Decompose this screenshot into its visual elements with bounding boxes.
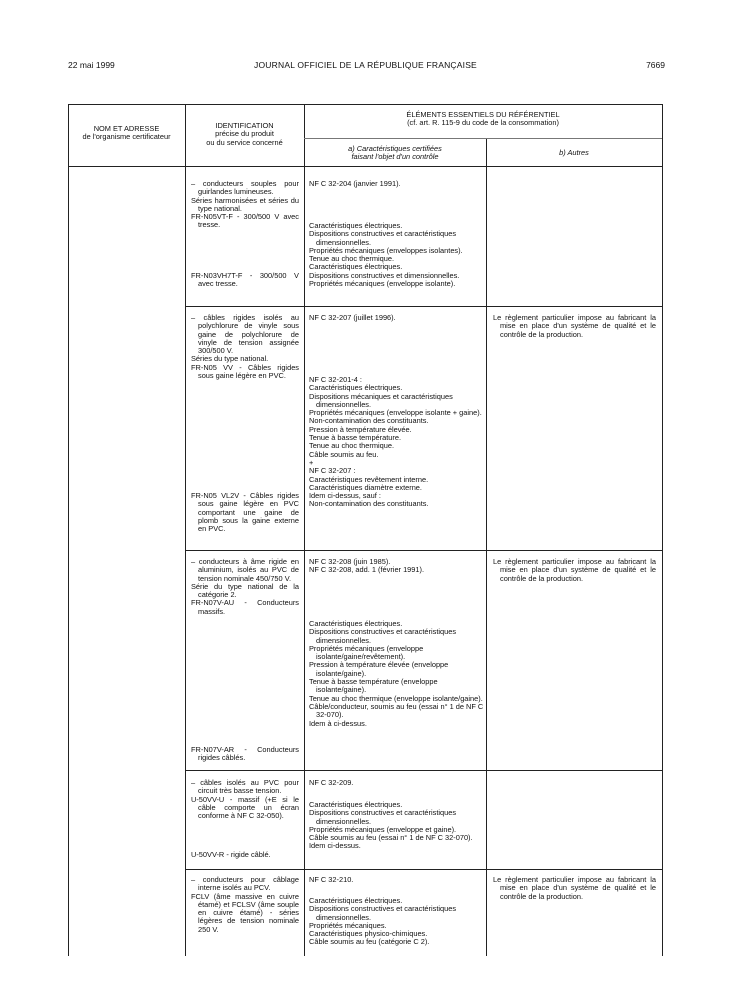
row-1-caracteristiques-b: Caractéristiques électriques. Dispositions constructives et caractéristiques dimensionnelles. Propriétés mécaniques (enveloppes isolantes). Tenue au choc thermique. Caractéristiques électriques. Dispositions constructives et dimensionnelles. Propriétés mécaniques (enveloppe isolante). xyxy=(309,221,463,289)
row-1-identification: – conducteurs souples pour guirlandes lumineuses. Séries harmonisées et séries du type national. FR-N05VT-F - 300/500 V avec tresse. xyxy=(191,179,299,230)
row-2-caracteristiques: NF C 32-207 (juillet 1996). xyxy=(309,313,396,322)
row-5-caracteristiques-b: Caractéristiques électriques. Dispositions constructives et caractéristiques dimensionnelles. Propriétés mécaniques. Caractéristiques physico-chimiques. Câble soumis au feu (catégorie C 2). xyxy=(309,896,457,947)
header-date: 22 mai 1999 xyxy=(68,60,115,70)
row-1-caracteristiques: NF C 32-204 (janvier 1991). xyxy=(309,179,401,188)
row-5-caracteristiques: NF C 32-210. xyxy=(309,875,354,884)
row-5-autres: Le règlement particulier impose au fabricant la mise en place d'un système de qualité et le contrôle de la production. xyxy=(493,875,656,901)
row-4-caracteristiques: NF C 32-209. xyxy=(309,778,354,787)
col-header-caracteristiques: a) Caractéristiques certifiées faisant l'objet d'un contrôle xyxy=(348,144,442,162)
col-header-identification: IDENTIFICATION précise du produit ou du service concerné xyxy=(206,121,283,147)
row-5-identification: – conducteurs pour câblage interne isolés au PCV. FCLV (âme massive en cuivre étamé) et FCLSV (âme souple en cuivre étamé) - séries légères de tension nominale 250 V. xyxy=(191,875,299,934)
row-3-caracteristiques-b: Caractéristiques électriques. Dispositions constructives et caractéristiques dimensionnelles. Propriétés mécaniques (enveloppe isolante/gaine/revêtement). Pression à température élevée (enveloppe isolante/gaine). Tenue à basse température (enveloppe isolante/gaine). Tenue au choc thermique (enveloppe isolante/gaine). Câble/conducteur, soumis au feu (essai n° 1 de NF C 32-070). Idem à ci-dessus. xyxy=(309,619,484,728)
row-4-caracteristiques-b: Caractéristiques électriques. Dispositions constructives et caractéristiques dimensionnelles. Propriétés mécaniques (enveloppe et gaine). Câble soumis au feu (essai n° 1 de NF C 32-070). Idem ci-dessus. xyxy=(309,800,473,851)
row-4-identification: – câbles isolés au PVC pour circuit très basse tension. U-50VV-U - massif (+E si le câble comporte un écran conforme à NF C 32-050). xyxy=(191,778,299,821)
row-2-identification-b: FR-N05 VL2V - Câbles rigides sous gaine légère en PVC comportant une gaine de plomb sous la gaine externe en PVC. xyxy=(191,491,299,534)
row-3-autres: Le règlement particulier impose au fabricant la mise en place d'un système de qualité et le contrôle de la production. xyxy=(493,557,656,583)
row-3-caracteristiques: NF C 32-208 (juin 1985). NF C 32-208, add. 1 (février 1991). xyxy=(309,557,425,575)
row-2-identification: – câbles rigides isolés au polychlorure de vinyle sous gaine de polychlorure de vinyle de tension assignée 300/500 V. Séries du type national. FR-N05 VV - Câbles rigides sous gaine légère en PVC. xyxy=(191,313,299,381)
row-2-autres: Le règlement particulier impose au fabricant la mise en place d'un système de qualité et le contrôle de la production. xyxy=(493,313,656,339)
referentiel-table xyxy=(68,104,662,956)
row-3-identification-b: FR-N07V-AR - Conducteurs rigides câblés. xyxy=(191,745,299,763)
row-4-identification-b: U-50VV-R - rigide câblé. xyxy=(191,850,271,859)
row-3-identification: – conducteurs à âme rigide en aluminium, isolés au PVC de tension nominale 450/750 V. Série du type national de la catégorie 2. FR-N07V-AU - Conducteurs massifs. xyxy=(191,557,299,616)
row-1-identification-b: FR-N03VH7T-F - 300/500 V avec tresse. xyxy=(191,271,299,289)
page-number: 7669 xyxy=(646,60,665,70)
col-header-autres: b) Autres xyxy=(559,148,589,157)
row-2-caracteristiques-b: NF C 32-201-4 : Caractéristiques électriques. Dispositions mécaniques et caractéristiques dimensionnelles. Propriétés mécaniques (enveloppe isolante + gaine). Non-contamination des constituants. Pression à température élevée. Tenue à basse température. Tenue au choc thermique. Câble soumis au feu. + NF C 32-207 : Caractéristiques revêtement interne. Caractéristiques diamètre externe. Idem ci-dessus, sauf : Non-contamination des constituants. xyxy=(309,375,482,509)
col-header-referentiel: ÉLÉMENTS ESSENTIELS DU RÉFÉRENTIEL (cf. art. R. 115-9 du code de la consommation) xyxy=(406,110,560,128)
col-header-organisme: NOM ET ADRESSE de l'organisme certificateur xyxy=(82,124,171,142)
journal-title: JOURNAL OFFICIEL DE LA RÉPUBLIQUE FRANÇAISE xyxy=(254,60,477,70)
